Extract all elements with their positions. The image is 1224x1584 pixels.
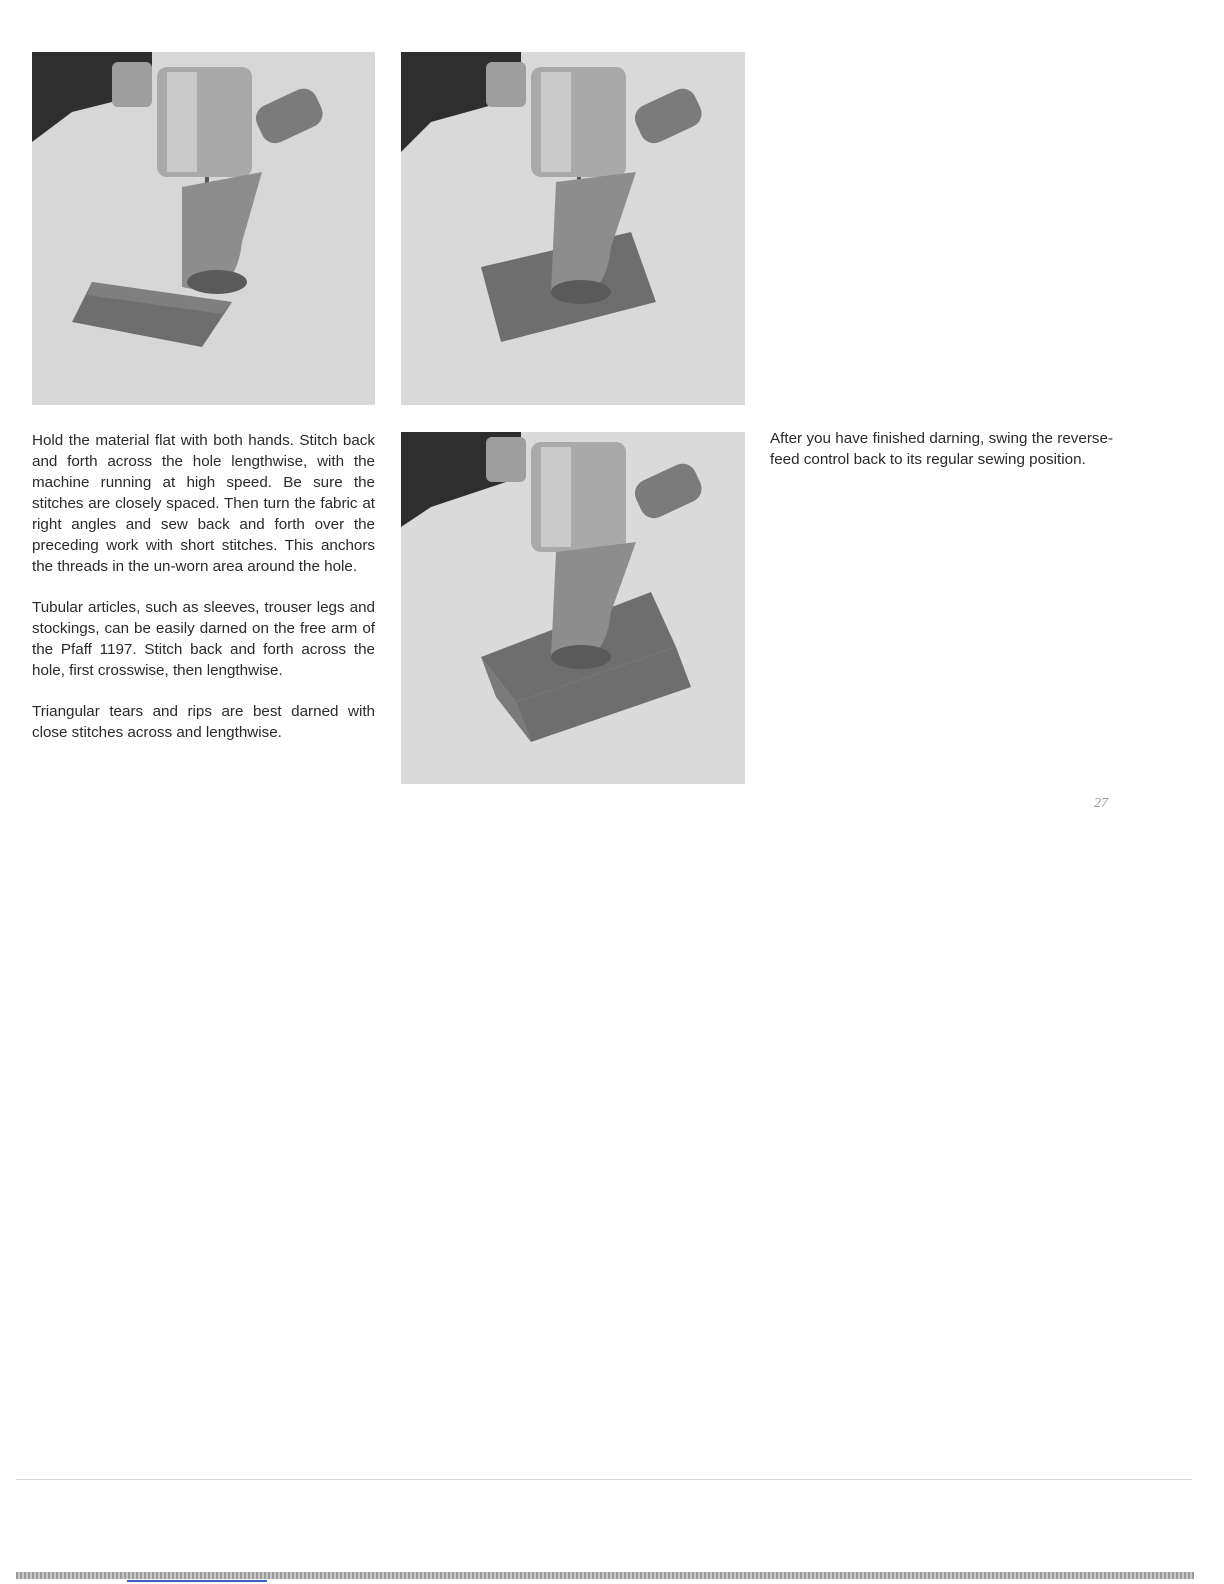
sewing-machine-illustration: [32, 52, 375, 405]
photo-darning-across: [401, 52, 745, 405]
paragraph-triangular-tears: Triangular tears and rips are best darned with close stitches across and lengthwise.: [32, 703, 375, 741]
instructions-right-column: [770, 428, 1113, 490]
footer-link-underline: [127, 1580, 267, 1582]
paragraph-tubular-articles: Tubular articles, such as sleeves, trouser legs and stockings, can be easily darned on the free arm of the Pfaff 1197. Stitch back and forth across the hole, first crosswise, then lengthwise.: [32, 599, 375, 679]
page-number: 27: [1094, 796, 1108, 811]
photo-darning-finished: [401, 432, 745, 784]
footer-rule: [16, 1479, 1192, 1480]
sewing-machine-illustration: [401, 52, 745, 405]
paragraph-darning-method: Hold the material flat with both hands. Stitch back and forth across the hole lengthwise, with the machine running at high speed. Be sure the stitches are closely spaced. Then turn the fabric at right angles and sew back and forth over the preceding work with short stitches. This anchors the threads in the un-worn area around the hole.: [32, 432, 375, 575]
paragraph-after-darning: After you have finished darning, swing the reverse-feed control back to its regular sewing position.: [770, 430, 1113, 468]
photo-darning-lengthwise: [32, 52, 375, 405]
sewing-machine-illustration: [401, 432, 745, 784]
scan-edge-strip: [16, 1572, 1194, 1579]
instructions-left-column: [32, 430, 375, 763]
